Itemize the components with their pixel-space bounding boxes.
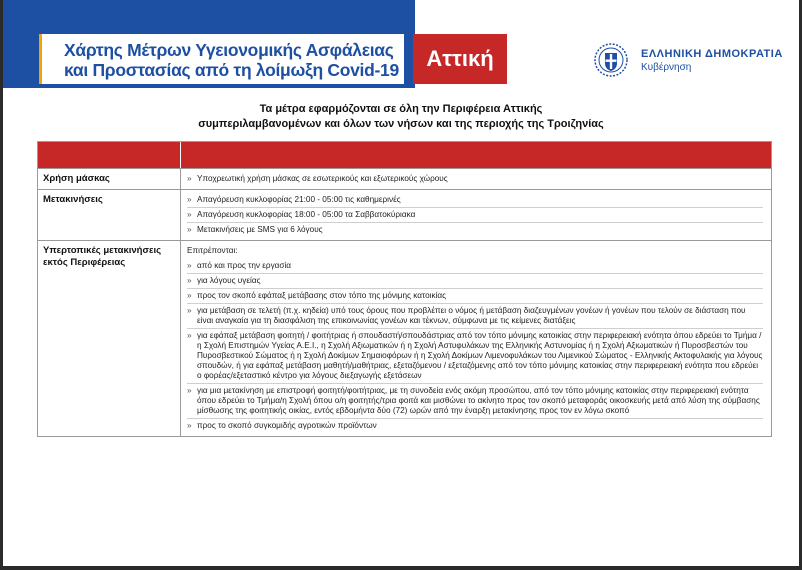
list-item: » Απαγόρευση κυκλοφορίας 21:00 - 05:00 τις καθημερινές — [187, 193, 763, 208]
title-box — [39, 34, 404, 84]
government-name: ΕΛΛΗΝΙΚΗ ΔΗΜΟΚΡΑΤΙΑ — [641, 48, 783, 60]
list-item: » προς το σκοπό συγκομιδής αγροτικών προϊόντων — [187, 421, 377, 430]
bullet-icon: » — [187, 174, 192, 183]
bullet-icon: » — [187, 195, 192, 204]
table-header — [38, 142, 771, 168]
list-item: » για εφάπαξ μετάβαση φοιτητή / φοιτήτριας ή σπουδαστή/σπουδάστριας από τον τόπο μόνιμης κατοικίας στην περιφερειακή ενότητα όπου εδρεύει το Τμήμα / η Σχολή Επιστημών Υγείας Α.Ε.Ι., η Σχολή Αξιωματικών ή η Σχολή Αστυφυλάκων της Ελληνικής Αστυνομίας ή η Σχολή Αξιωματικών ή Πυροσβεστών του Πυροσβεστικού Σώματος ή η Σχολή Δοκίμων Σημαιοφόρων ή η Σχολή Δοκίμων Λιμενοφυλάκων του Λιμενικού Σώματος - Ελληνικής Ακτοφυλακής για λόγους σπουδών, ή για εφάπαξ μετάβαση μαθητή/μαθήτριας, εξεταζόμενου / εξεταζόμενης από τον τόπο μόνιμης κατοικίας στην περιφερειακή ενότητα που εδρεύει ο φορέας/εξεταστικό κέντρο για λόγους διεξαγωγής εξετάσεων — [187, 329, 763, 384]
government-subtitle: Κυβέρνηση — [641, 62, 692, 73]
list-item: » Απαγόρευση κυκλοφορίας 18:00 - 05:00 τα Σαββατοκύριακα — [187, 208, 763, 223]
document-title-line-2: και Προστασίας από τη λοίμωξη Covid-19 — [64, 60, 399, 80]
list-item: » Υποχρεωτική χρήση μάσκας σε εσωτερικούς και εξωτερικούς χώρους — [187, 174, 448, 183]
greek-emblem-icon — [593, 42, 629, 78]
measures-table — [37, 141, 772, 437]
bullet-icon: » — [187, 276, 192, 285]
bullet-icon: » — [187, 421, 192, 430]
list-item: » για μια μετακίνηση με επιστροφή φοιτητή/φοιτήτριας, με τη συνοδεία ενός ακόμη προσώπου, από τον τόπο μόνιμης κατοικίας στην περιφερειακή ενότητα όπου εδρεύει το Τμήμα/η Σχολή όπου ο/η φοιτητής/τρια φοιτά και μισθώνει το ακίνητο προς τον σκοπό μεταφοράς οικοσκευής μετά από λύση της σύμβασης μίσθωσης της φοιτητικής οικίας, εντός εβδομήντα δύο (72) ωρών από την έναρξη μετακίνησης προς τον εν λόγω σκοπό — [187, 384, 763, 419]
row-label: Υπερτοπικές μετακινήσεις εκτός Περιφέρειας — [38, 241, 181, 436]
list-item: » για μετάβαση σε τελετή (π.χ. κηδεία) υπό τους όρους που προβλέπει ο νόμος ή μετάβαση διαζευγμένων γονέων ή γονέων που τελούν σε διάσταση που είναι αναγκαία για τη διασφάλιση της επικοινωνίας γονέων και τέκνων, σύμφωνα με τις κείμενες διατάξεις — [187, 304, 763, 329]
list-item: » Μετακινήσεις με SMS για 6 λόγους — [187, 225, 323, 234]
document-page — [3, 0, 799, 566]
bullet-icon: » — [187, 306, 192, 315]
row-label: Μετακινήσεις — [38, 190, 181, 240]
row-label: Χρήση μάσκας — [38, 169, 181, 189]
bullet-icon: » — [187, 261, 192, 270]
list-item: » προς τον σκοπό εφάπαξ μετάβασης στον τόπο της μόνιμης κατοικίας — [187, 289, 763, 304]
bullet-icon: » — [187, 225, 192, 234]
row-lead-text: Επιτρέπονται: — [187, 246, 238, 255]
intro-line-2: συμπεριλαμβανομένων και όλων των νήσων και της περιοχής της Τροιζηνίας — [198, 118, 604, 130]
table-row-interregional — [38, 240, 771, 436]
bullet-icon: » — [187, 386, 192, 395]
list-item: » για λόγους υγείας — [187, 274, 763, 289]
table-row-movements — [38, 189, 771, 240]
table-row-mask — [38, 168, 771, 189]
bullet-icon: » — [187, 331, 192, 340]
list-item: » από και προς την εργασία — [187, 259, 763, 274]
bullet-icon: » — [187, 210, 192, 219]
document-title-line-1: Χάρτης Μέτρων Υγειονομικής Ασφάλειας — [64, 40, 394, 60]
region-badge: Αττική — [413, 34, 507, 84]
intro-line-1: Τα μέτρα εφαρμόζονται σε όλη την Περιφέρεια Αττικής — [259, 103, 543, 115]
bullet-icon: » — [187, 291, 192, 300]
